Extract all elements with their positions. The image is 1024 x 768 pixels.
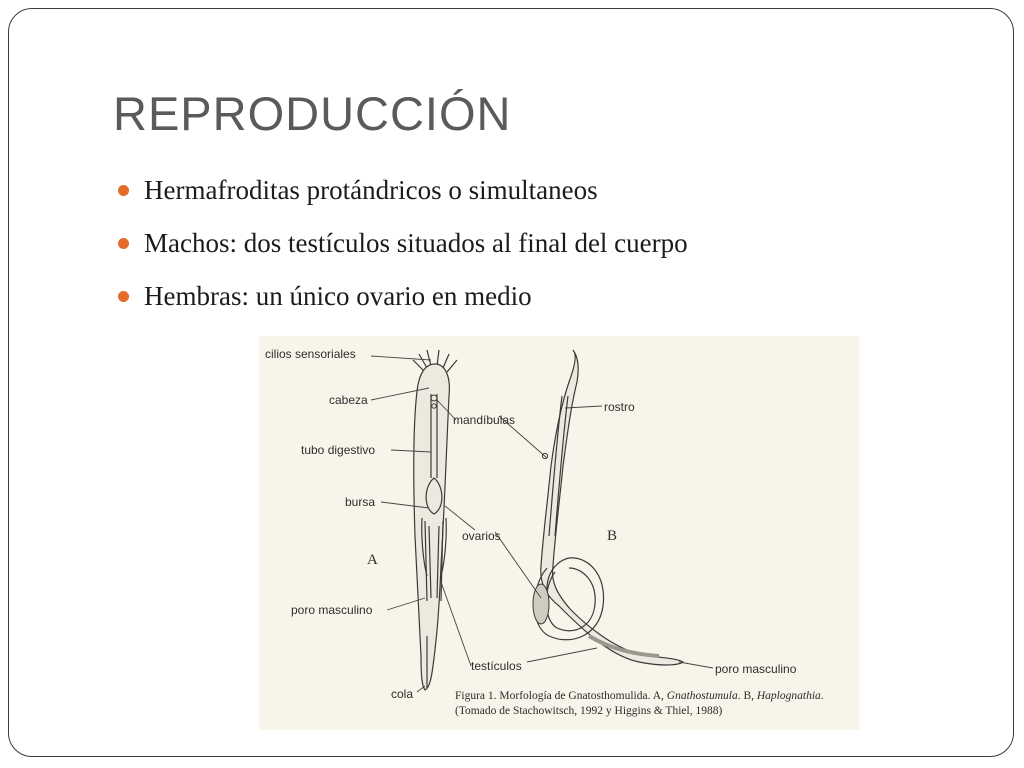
specimen-b-drawing <box>533 350 683 665</box>
label-bursa: bursa <box>345 495 376 509</box>
label-mandibulas: mandíbulas <box>453 413 516 427</box>
bullet-dot-icon <box>118 291 129 302</box>
bullet-item <box>118 172 688 225</box>
anatomy-illustration <box>259 336 859 730</box>
label-testiculos: testículos <box>471 659 522 673</box>
label-ovarios: ovarios <box>462 529 501 543</box>
bullet-item <box>118 225 688 278</box>
bullet-dot-icon <box>118 185 129 196</box>
label-letter-a: A <box>367 552 378 568</box>
bullet-list <box>118 172 688 331</box>
bullet-text: Machos: dos testículos situados al final del cuerpo <box>144 228 688 258</box>
figure-caption-line-1: Figura 1. Morfología de Gnatosthomulida. A, Gnathostumula. B, Haplognathia. <box>455 690 824 702</box>
label-letter-b: B <box>607 528 618 544</box>
label-cabeza: cabeza <box>329 393 368 407</box>
label-tubo-digestivo: tubo digestivo <box>301 443 376 457</box>
bullet-text: Hembras: un único ovario en medio <box>144 281 532 311</box>
anatomy-figure <box>259 336 859 730</box>
bullet-item <box>118 278 688 331</box>
label-cola: cola <box>391 687 414 701</box>
label-cilios-sensoriales: cilios sensoriales <box>265 347 356 361</box>
specimen-a-drawing <box>413 350 457 690</box>
slide-title: REPRODUCCIÓN <box>113 87 512 140</box>
label-poro-masculino-b: poro masculino <box>715 662 797 676</box>
figure-caption-line-2: (Tomado de Stachowitsch, 1992 y Higgins & Thiel, 1988) <box>455 705 723 717</box>
bullet-text: Hermafroditas protándricos o simultaneos <box>144 175 598 205</box>
bullet-dot-icon <box>118 238 129 249</box>
label-poro-masculino-a: poro masculino <box>291 603 373 617</box>
label-rostro: rostro <box>604 400 635 414</box>
